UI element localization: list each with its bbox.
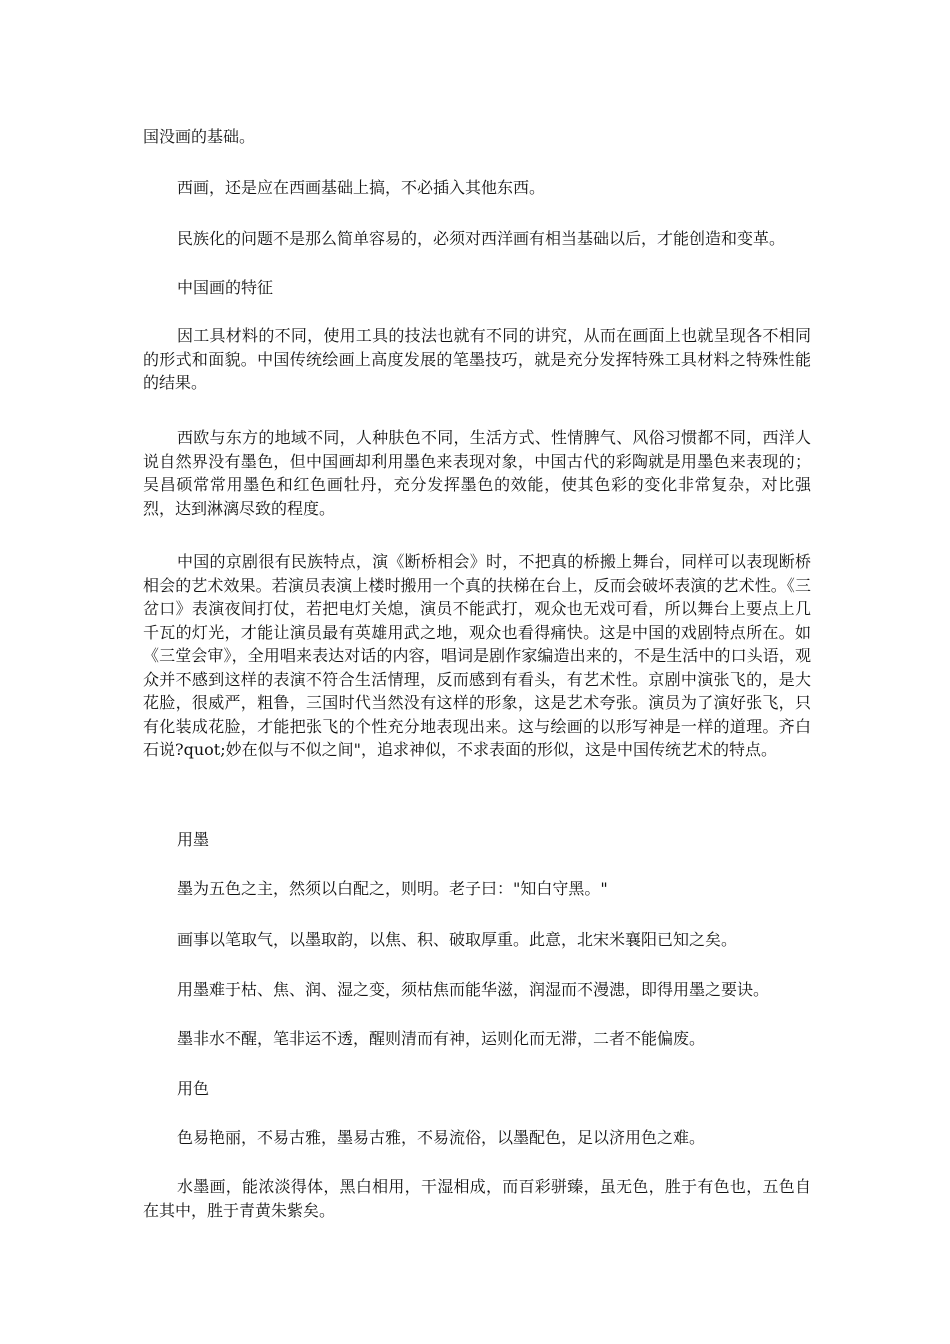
paragraph: 民族化的问题不是那么简单容易的，必须对西洋画有相当基础以后，才能创造和变革。 (177, 229, 786, 248)
paragraph: 西欧与东方的地域不同，人种肤色不同，生活方式、性情脾气、风俗习惯都不同，西洋人说自然界没有墨色，但中国画却利用墨色来表现对象，中国古代的彩陶就是用墨色来表现的；吴昌硕常常用墨色和红色画牡丹，充分发挥墨色的效能，使其色彩的变化非常复杂，对比强烈，达到淋漓尽致的程度。 (143, 428, 811, 518)
section-heading: 中国画的特征 (177, 278, 274, 297)
paragraph: 墨非水不醒，笔非运不透，醒则清而有神，运则化而无滞，二者不能偏废。 (177, 1029, 706, 1048)
paragraph: 用墨难于枯、焦、润、湿之变，须枯焦而能华滋，润湿而不漫漶，即得用墨之要诀。 (177, 980, 770, 999)
paragraph: 色易艳丽，不易古雅，墨易古雅，不易流俗，以墨配色，足以济用色之难。 (177, 1128, 706, 1147)
section-heading: 用墨 (177, 830, 210, 849)
paragraph: 因工具材料的不同，使用工具的技法也就有不同的讲究，从而在画面上也就呈现各不相同的形式和面貌。中国传统绘画上高度发展的笔墨技巧，就是充分发挥特殊工具材料之特殊性能的结果。 (143, 326, 811, 392)
paragraph: 墨为五色之主，然须以白配之，则明。老子曰："知白守黑。" (177, 879, 608, 898)
paragraph: 西画，还是应在西画基础上搞，不必插入其他东西。 (177, 178, 546, 197)
paragraph-continuation: 国没画的基础。 (143, 127, 256, 146)
paragraph: 水墨画，能浓淡得体，黑白相用，干湿相成，而百彩骈臻，虽无色，胜于有色也，五色自在其中，胜于青黄朱紫矣。 (143, 1177, 811, 1220)
section-heading: 用色 (177, 1079, 210, 1098)
paragraph: 画事以笔取气，以墨取韵，以焦、积、破取厚重。此意，北宋米襄阳已知之矣。 (177, 930, 738, 949)
paragraph: 中国的京剧很有民族特点，演《断桥相会》时，不把真的桥搬上舞台，同样可以表现断桥相会的艺术效果。若演员表演上楼时搬用一个真的扶梯在台上，反而会破坏表演的艺术性。《三岔口》表演夜间打仗，若把电灯关熄，演员不能武打，观众也无戏可看，所以舞台上要点上几千瓦的灯光，才能让演员最有英雄用武之地，观众也看得痛快。这是中国的戏剧特点所在。如《三堂会审》，全用唱来表达对话的内容，唱词是剧作家编造出来的，不是生活中的口头语，观众并不感到这样的表演不符合生活情理，反而感到有看头，有艺术性。京剧中演张飞的，是大花脸，很威严，粗鲁，三国时代当然没有这样的形象，这是艺术夸张。演员为了演好张飞，只有化装成花脸，才能把张飞的个性充分地表现出来。这与绘画的以形写神是一样的道理。齐白石说?quot;妙在似与不似之间"，追求神似，不求表面的形似，这是中国传统艺术的特点。 (143, 552, 811, 759)
